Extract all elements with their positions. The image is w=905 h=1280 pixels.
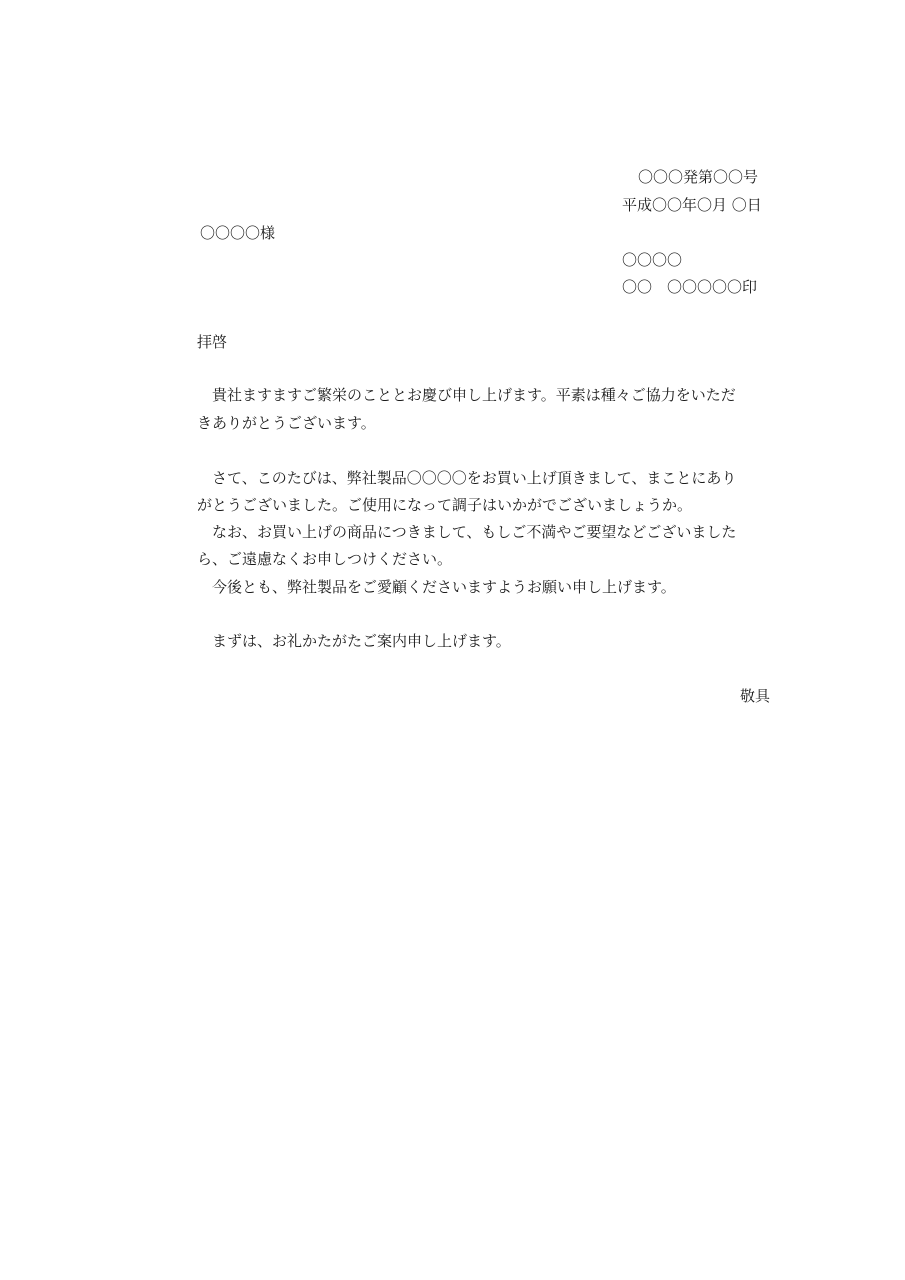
body-line: きありがとうございます。 xyxy=(197,414,376,432)
recipient-name: 〇〇〇〇様 xyxy=(200,224,276,242)
body-line: まずは、お礼かたがたご案内申し上げます。 xyxy=(197,632,511,650)
sender-name-with-seal: 〇〇 〇〇〇〇〇印 xyxy=(622,278,758,296)
document-number: 〇〇〇発第〇〇号 xyxy=(638,168,759,186)
opening-salutation: 拝啓 xyxy=(197,333,228,351)
body-line: さて、このたびは、弊社製品〇〇〇〇をお買い上げ頂きまして、まことにあり xyxy=(197,469,737,487)
document-date: 平成〇〇年〇月 〇日 xyxy=(622,196,762,214)
body-line: 貴社ますますご繁栄のこととお慶び申し上げます。平素は種々ご協力をいただ xyxy=(197,386,736,404)
closing-phrase: 敬具 xyxy=(740,687,771,705)
sender-organization: 〇〇〇〇 xyxy=(622,251,683,269)
body-line: がとうございました。ご使用になって調子はいかがでございましょうか。 xyxy=(197,496,693,514)
body-line: ら、ご遠慮なくお申しつけください。 xyxy=(197,550,453,568)
body-line: 今後とも、弊社製品をご愛顧くださいますようお願い申し上げます。 xyxy=(197,578,676,596)
body-line: なお、お買い上げの商品につきまして、もしご不満やご要望などございました xyxy=(197,523,737,541)
